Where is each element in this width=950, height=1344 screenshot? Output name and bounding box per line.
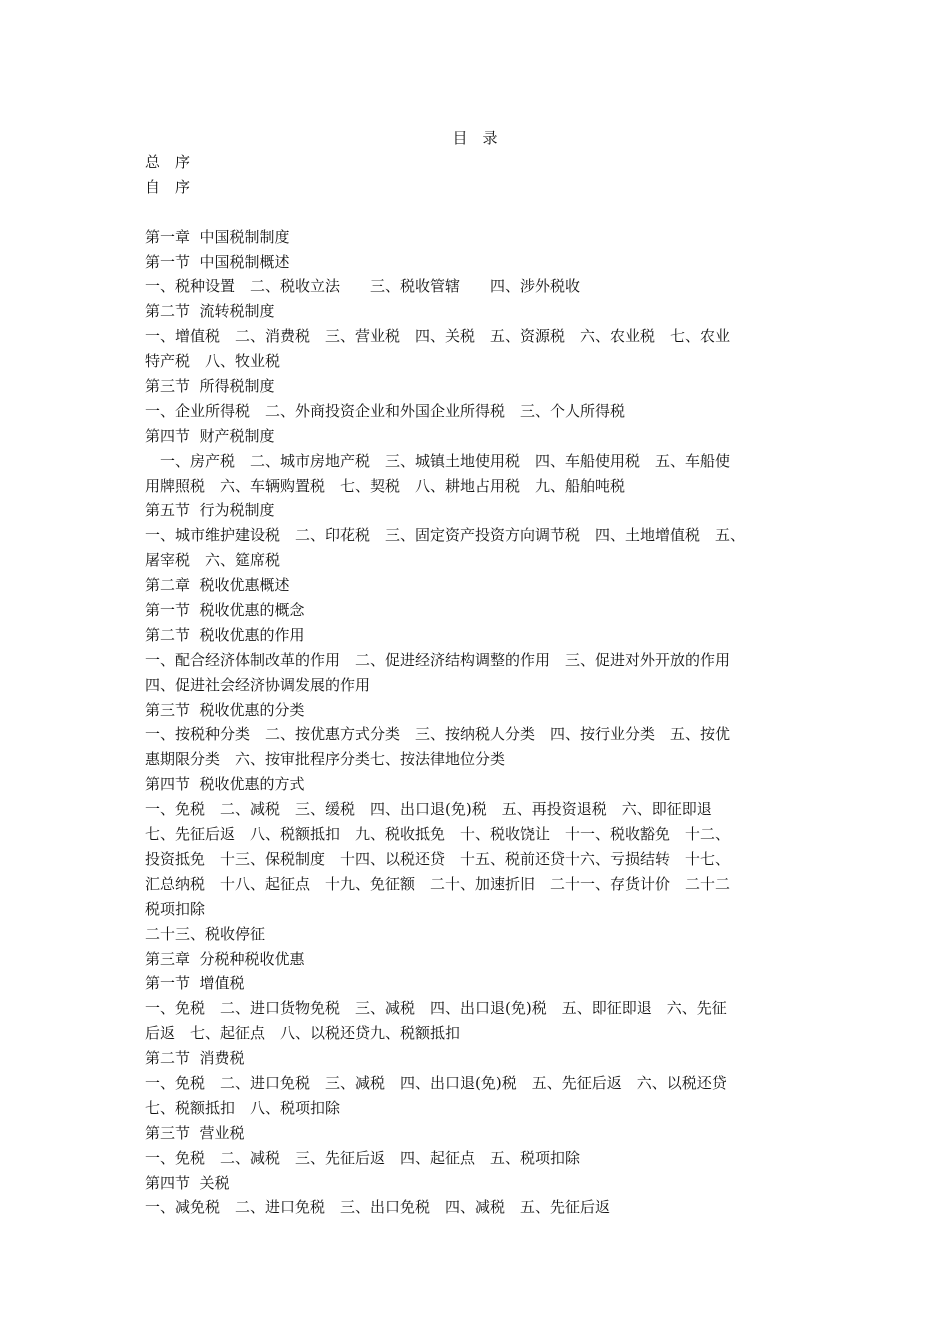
toc-line: 第三章 分税种税收优惠 [145, 949, 305, 968]
toc-line: 税项扣除 [145, 899, 206, 918]
toc-line: 第四节 财产税制度 [145, 426, 275, 445]
toc-line: 一、城市维护建设税 二、印花税 三、固定资产投资方向调节税 四、土地增值税 五、 [145, 526, 746, 545]
toc-line: 投资抵免 十三、保税制度 十四、以税还贷 十五、税前还贷十六、亏损结转 十七、 [145, 849, 731, 868]
toc-line: 七、先征后返 八、税额抵扣 九、税收抵免 十、税收饶让 十一、税收豁免 十二、 [145, 825, 731, 844]
toc-line: 一、企业所得税 二、外商投资企业和外国企业所得税 三、个人所得税 [145, 401, 626, 420]
toc-line: 一、税种设置 二、税收立法 三、税收管辖 四、涉外税收 [145, 277, 581, 296]
toc-line: 第一章 中国税制制度 [145, 227, 290, 246]
toc-line: 一、增值税 二、消费税 三、营业税 四、关税 五、资源税 六、农业税 七、农业 [145, 327, 731, 346]
toc-line: 第三节 营业税 [145, 1123, 245, 1142]
toc-line: 第一节 增值税 [145, 974, 245, 993]
table-of-contents [145, 150, 815, 1220]
toc-line: 汇总纳税 十八、起征点 十九、免征额 二十、加速折旧 二十一、存货计价 二十二 [145, 874, 731, 893]
toc-line: 二十三、税收停征 [145, 924, 266, 943]
toc-line: 第二节 消费税 [145, 1049, 245, 1068]
page-title: 目 录 [452, 129, 498, 147]
toc-line: 七、税额抵扣 八、税项扣除 [145, 1098, 341, 1117]
toc-line: 惠期限分类 六、按审批程序分类七、按法律地位分类 [145, 750, 506, 769]
toc-line: 一、房产税 二、城市房地产税 三、城镇土地使用税 四、车船使用税 五、车船使 [145, 451, 731, 470]
toc-line: 特产税 八、牧业税 [145, 352, 281, 371]
toc-line: 一、免税 二、减税 三、先征后返 四、起征点 五、税项扣除 [145, 1148, 581, 1167]
toc-line: 一、免税 二、进口货物免税 三、减税 四、出口退(免)税 五、即征即退 六、先征 [145, 999, 727, 1018]
toc-line: 第五节 行为税制度 [145, 501, 275, 520]
toc-line: 第三节 税收优惠的分类 [145, 700, 305, 719]
toc-line: 第四节 关税 [145, 1173, 230, 1192]
toc-line: 自 序 [145, 177, 191, 196]
toc-line: 一、免税 二、减税 三、缓税 四、出口退(免)税 五、再投资退税 六、即征即退 [145, 800, 712, 819]
toc-line: 第四节 税收优惠的方式 [145, 775, 305, 794]
toc-line: 后返 七、起征点 八、以税还贷九、税额抵扣 [145, 1024, 461, 1043]
toc-line [145, 200, 815, 225]
toc-line: 第三节 所得税制度 [145, 377, 275, 396]
toc-line: 第二节 流转税制度 [145, 302, 275, 321]
toc-line: 一、按税种分类 二、按优惠方式分类 三、按纳税人分类 四、按行业分类 五、按优 [145, 725, 731, 744]
toc-line: 第一节 中国税制概述 [145, 252, 290, 271]
toc-line: 用牌照税 六、车辆购置税 七、契税 八、耕地占用税 九、船舶吨税 [145, 476, 626, 495]
toc-line: 总 序 [145, 153, 191, 171]
toc-line: 第二章 税收优惠概述 [145, 576, 290, 595]
toc-line: 第二节 税收优惠的作用 [145, 625, 305, 644]
toc-line: 屠宰税 六、筵席税 [145, 551, 281, 570]
toc-line: 一、配合经济体制改革的作用 二、促进经济结构调整的作用 三、促进对外开放的作用 [145, 650, 731, 669]
toc-line: 四、促进社会经济协调发展的作用 [145, 675, 371, 694]
toc-line: 第一节 税收优惠的概念 [145, 601, 305, 620]
toc-line: 一、减免税 二、进口免税 三、出口免税 四、减税 五、先征后返 [145, 1198, 611, 1217]
toc-line: 一、免税 二、进口免税 三、减税 四、出口退(免)税 五、先征后返 六、以税还贷 [145, 1073, 727, 1092]
